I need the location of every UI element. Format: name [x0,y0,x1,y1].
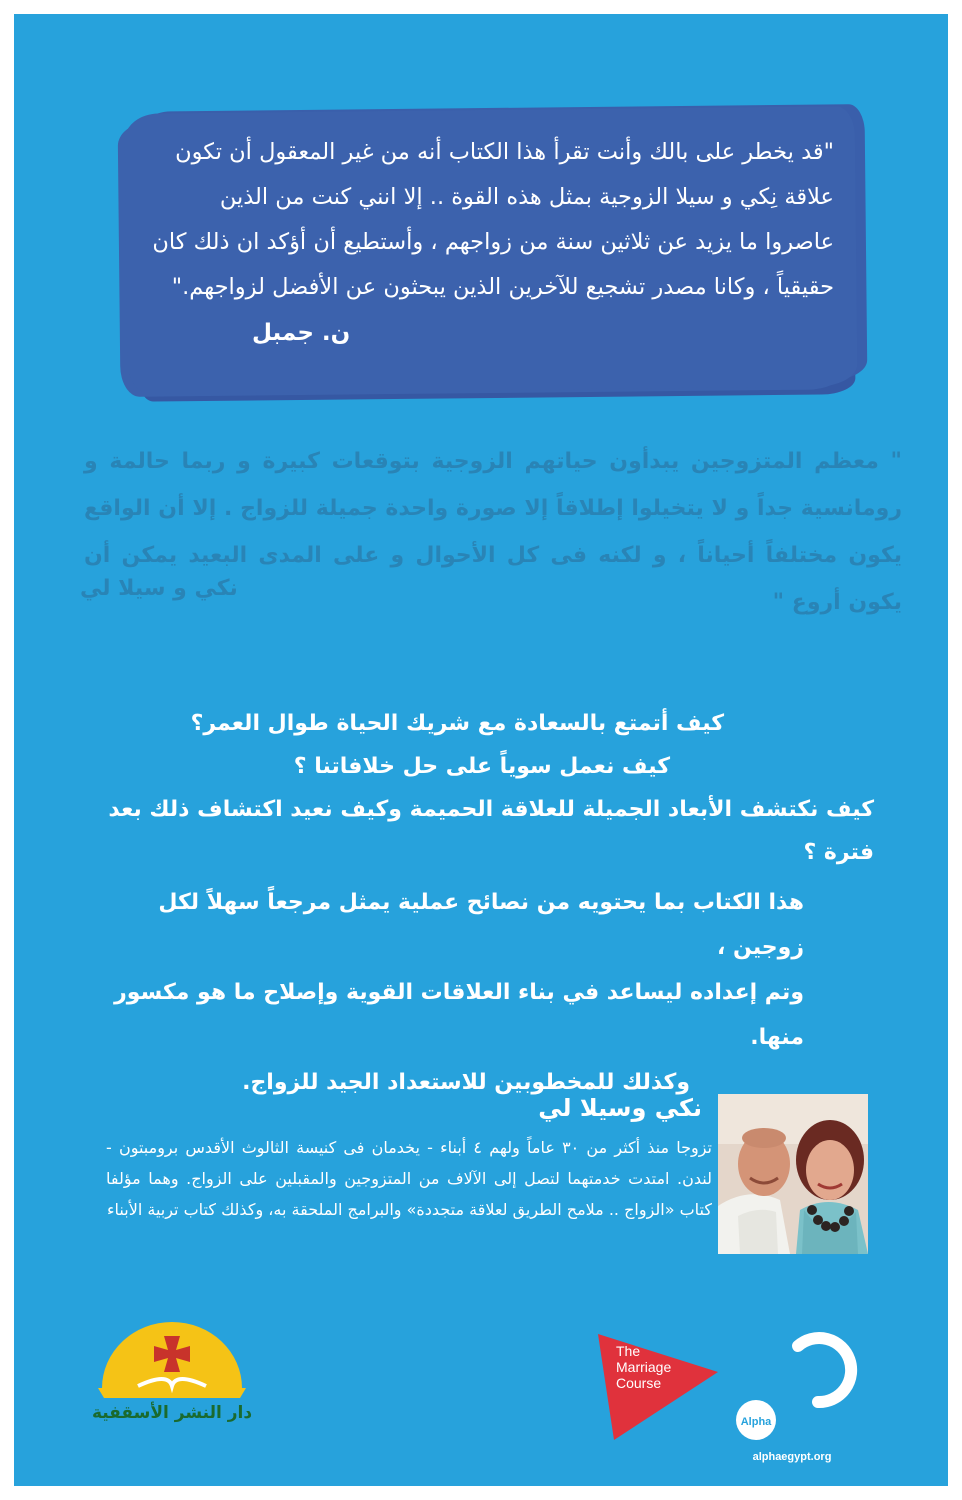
marriage-course-line1: The [616,1343,641,1359]
publisher-logo [92,1322,252,1423]
alpha-badge-text: Alpha [740,1416,772,1428]
endorsement-quote: "قد يخطر على بالك وأنت تقرأ هذا الكتاب أنه من غير المعقول أن تكون علاقة نِكي و سيلا الزوجية بمثل هذه القوة .. إلا انني كنت من الذين عاصروا ما يزيد عن ثلاثين سنة من زواجهم ، وأستطيع أن أؤكد ان ذلك كان حقيقياً ، وكانا مصدر تشجيع للآخرين الذين يبحثون عن الأفضل لزواجهم." [152,139,834,300]
question-item: كيف نعمل سوياً على حل خلافاتنا ؟ [293,754,670,779]
question-item: كيف أتمتع بالسعادة مع شريك الحياة طوال العمر؟ [190,711,724,736]
description-line: وتم إعداده ليساعد في بناء العلاقات القوية وإصلاح ما هو مكسور منها. [114,980,804,1050]
authors-photo [718,1094,868,1254]
authors-quote: " معظم المتزوجين يبدأون حياتهم الزوجية بتوقعات كبيرة و ربما حالمة و رومانسية جداً و لا يتخيلوا إطلاقاً إلا صورة واحدة جميلة للزواج . إلا أن الواقع يكون مختلفاً أحياناً ، و لكنه فى كل الأحوال و على المدى البعيد يمكن أن يكون أروع " [84,449,902,615]
book-description [114,880,804,1105]
publisher-logo-text: دار النشر الأسقفية [91,1403,253,1423]
alpha-url: alphaegypt.org [752,1451,832,1463]
description-line: وكذلك للمخطوبين للاستعداد الجيد للزواج. [242,1070,690,1095]
logos-row [14,1294,948,1486]
endorsement-author: ن. جمبل [252,320,351,346]
question-item: كيف نكتشف الأبعاد الجميلة للعلاقة الحميمة وكيف نعيد اكتشاف ذلك بعد فترة ؟ [108,797,874,865]
marriage-course-line3: Course [616,1375,662,1391]
alpha-logo [736,1338,851,1463]
authors-quote-signature: نكي و سيلا لي [80,576,238,601]
authors-name: نكي وسيلا لي [538,1094,702,1122]
authors-bio: تزوجا منذ أكثر من ٣٠ عاماً ولهم ٤ أبناء - يخدمان فى كنيسة الثالوث الأقدس برومبتون - لندن. امتدت خدمتهما لتصل إلى الآلاف من المتزوجين والمقبلين على الزواج. وهما مؤلفا كتاب «الزواج .. ملامح الطريق لعلاقة متجددة» والبرامج الملحقة به، وكذلك كتاب تربية الأبناء [106,1138,713,1219]
questions-list [74,702,874,874]
question-mark-icon [798,1338,851,1402]
book-back-cover [14,14,948,1486]
marriage-course-logo [598,1334,718,1440]
marriage-course-line2: Marriage [616,1359,672,1375]
description-line: هذا الكتاب بما يحتويه من نصائح عملية يمثل مرجعاً سهلاً لكل زوجين ، [158,890,804,960]
